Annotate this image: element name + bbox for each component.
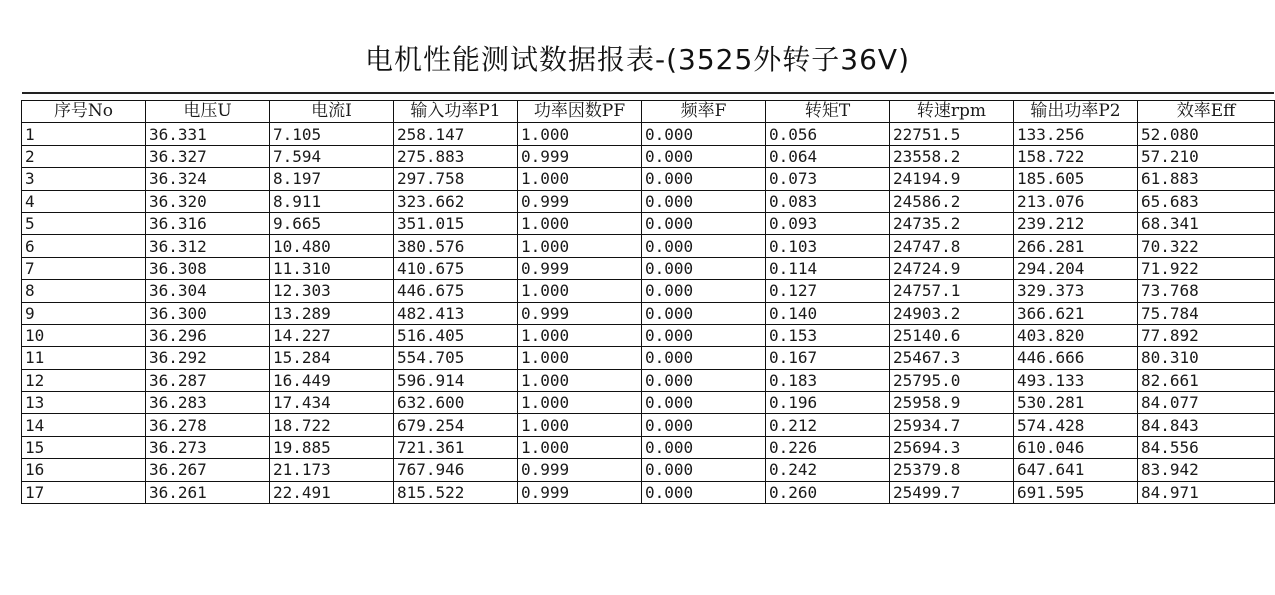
table-cell: 0.999 xyxy=(518,459,642,481)
table-cell: 493.133 xyxy=(1014,369,1138,391)
table-cell: 83.942 xyxy=(1138,459,1275,481)
table-cell: 57.210 xyxy=(1138,145,1275,167)
table-cell: 0.000 xyxy=(642,324,766,346)
table-cell: 0.103 xyxy=(766,235,890,257)
table-cell: 275.883 xyxy=(394,145,518,167)
table-cell: 0.196 xyxy=(766,392,890,414)
table-cell: 24724.9 xyxy=(890,257,1014,279)
table-cell: 25934.7 xyxy=(890,414,1014,436)
table-cell: 351.015 xyxy=(394,212,518,234)
table-cell: 36.324 xyxy=(146,168,270,190)
table-cell: 9 xyxy=(22,302,146,324)
table-cell: 632.600 xyxy=(394,392,518,414)
table-cell: 24735.2 xyxy=(890,212,1014,234)
table-row xyxy=(22,212,1275,234)
column-header: 输入功率P1 xyxy=(394,101,518,123)
table-cell: 0.000 xyxy=(642,212,766,234)
table-row xyxy=(22,168,1275,190)
table-cell: 767.946 xyxy=(394,459,518,481)
table-cell: 10 xyxy=(22,324,146,346)
table-cell: 380.576 xyxy=(394,235,518,257)
table-cell: 7.594 xyxy=(270,145,394,167)
title-rule xyxy=(22,92,1274,94)
table-cell: 5 xyxy=(22,212,146,234)
table-cell: 84.556 xyxy=(1138,436,1275,458)
table-cell: 0.000 xyxy=(642,392,766,414)
table-cell: 36.304 xyxy=(146,280,270,302)
table-cell: 0.114 xyxy=(766,257,890,279)
table-cell: 815.522 xyxy=(394,481,518,503)
table-cell: 13.289 xyxy=(270,302,394,324)
table-cell: 133.256 xyxy=(1014,123,1138,145)
table-cell: 294.204 xyxy=(1014,257,1138,279)
table-cell: 0.000 xyxy=(642,257,766,279)
table-cell: 0.000 xyxy=(642,481,766,503)
data-table xyxy=(21,100,1275,504)
table-cell: 71.922 xyxy=(1138,257,1275,279)
table-cell: 52.080 xyxy=(1138,123,1275,145)
table-cell: 36.287 xyxy=(146,369,270,391)
table-row xyxy=(22,123,1275,145)
table-row xyxy=(22,235,1275,257)
table-cell: 25694.3 xyxy=(890,436,1014,458)
table-cell: 1.000 xyxy=(518,123,642,145)
table-cell: 24757.1 xyxy=(890,280,1014,302)
table-row xyxy=(22,302,1275,324)
table-cell: 36.308 xyxy=(146,257,270,279)
table-cell: 239.212 xyxy=(1014,212,1138,234)
table-cell: 1.000 xyxy=(518,235,642,257)
table-cell: 11 xyxy=(22,347,146,369)
table-cell: 323.662 xyxy=(394,190,518,212)
table-cell: 0.000 xyxy=(642,123,766,145)
table-cell: 4 xyxy=(22,190,146,212)
table-cell: 75.784 xyxy=(1138,302,1275,324)
table-cell: 7.105 xyxy=(270,123,394,145)
table-cell: 185.605 xyxy=(1014,168,1138,190)
table-cell: 36.320 xyxy=(146,190,270,212)
table-cell: 1.000 xyxy=(518,168,642,190)
table-cell: 1.000 xyxy=(518,212,642,234)
table-cell: 22751.5 xyxy=(890,123,1014,145)
table-cell: 24903.2 xyxy=(890,302,1014,324)
table-cell: 24194.9 xyxy=(890,168,1014,190)
column-header: 转矩T xyxy=(766,101,890,123)
table-cell: 61.883 xyxy=(1138,168,1275,190)
table-cell: 0.073 xyxy=(766,168,890,190)
table-cell: 10.480 xyxy=(270,235,394,257)
table-cell: 0.999 xyxy=(518,302,642,324)
table-cell: 15.284 xyxy=(270,347,394,369)
table-cell: 0.167 xyxy=(766,347,890,369)
table-cell: 12 xyxy=(22,369,146,391)
table-cell: 3 xyxy=(22,168,146,190)
table-row xyxy=(22,280,1275,302)
table-row xyxy=(22,459,1275,481)
table-cell: 19.885 xyxy=(270,436,394,458)
table-row xyxy=(22,145,1275,167)
table-cell: 22.491 xyxy=(270,481,394,503)
table-cell: 36.300 xyxy=(146,302,270,324)
table-cell: 679.254 xyxy=(394,414,518,436)
table-cell: 610.046 xyxy=(1014,436,1138,458)
column-header: 电压U xyxy=(146,101,270,123)
column-header: 效率Eff xyxy=(1138,101,1275,123)
table-cell: 446.675 xyxy=(394,280,518,302)
table-cell: 36.331 xyxy=(146,123,270,145)
table-cell: 0.127 xyxy=(766,280,890,302)
table-cell: 17.434 xyxy=(270,392,394,414)
column-header: 电流I xyxy=(270,101,394,123)
table-cell: 1.000 xyxy=(518,414,642,436)
table-header-row xyxy=(22,101,1275,123)
table-cell: 366.621 xyxy=(1014,302,1138,324)
table-cell: 36.296 xyxy=(146,324,270,346)
table-cell: 84.077 xyxy=(1138,392,1275,414)
table-cell: 258.147 xyxy=(394,123,518,145)
table-cell: 17 xyxy=(22,481,146,503)
table-cell: 0.183 xyxy=(766,369,890,391)
table-row xyxy=(22,190,1275,212)
table-cell: 0.000 xyxy=(642,459,766,481)
table-cell: 1.000 xyxy=(518,280,642,302)
table-cell: 25499.7 xyxy=(890,481,1014,503)
column-header: 频率F xyxy=(642,101,766,123)
table-cell: 36.316 xyxy=(146,212,270,234)
table-cell: 14.227 xyxy=(270,324,394,346)
table-cell: 7 xyxy=(22,257,146,279)
column-header: 转速rpm xyxy=(890,101,1014,123)
table-cell: 84.971 xyxy=(1138,481,1275,503)
table-cell: 25467.3 xyxy=(890,347,1014,369)
table-cell: 329.373 xyxy=(1014,280,1138,302)
table-cell: 0.000 xyxy=(642,436,766,458)
table-row xyxy=(22,347,1275,369)
table-cell: 0.000 xyxy=(642,280,766,302)
table-cell: 68.341 xyxy=(1138,212,1275,234)
table-cell: 0.140 xyxy=(766,302,890,324)
table-cell: 25140.6 xyxy=(890,324,1014,346)
table-cell: 0.000 xyxy=(642,168,766,190)
table-cell: 1.000 xyxy=(518,347,642,369)
table-cell: 2 xyxy=(22,145,146,167)
table-row xyxy=(22,369,1275,391)
table-cell: 0.000 xyxy=(642,369,766,391)
table-cell: 410.675 xyxy=(394,257,518,279)
table-cell: 482.413 xyxy=(394,302,518,324)
table-cell: 0.064 xyxy=(766,145,890,167)
table-cell: 213.076 xyxy=(1014,190,1138,212)
table-cell: 0.000 xyxy=(642,235,766,257)
table-cell: 82.661 xyxy=(1138,369,1275,391)
table-cell: 0.999 xyxy=(518,190,642,212)
table-cell: 1.000 xyxy=(518,324,642,346)
table-cell: 36.312 xyxy=(146,235,270,257)
table-cell: 11.310 xyxy=(270,257,394,279)
table-cell: 596.914 xyxy=(394,369,518,391)
table-cell: 403.820 xyxy=(1014,324,1138,346)
table-cell: 8.197 xyxy=(270,168,394,190)
table-cell: 554.705 xyxy=(394,347,518,369)
table-row xyxy=(22,481,1275,503)
table-cell: 25795.0 xyxy=(890,369,1014,391)
table-cell: 1.000 xyxy=(518,369,642,391)
table-cell: 0.000 xyxy=(642,414,766,436)
column-header: 序号No xyxy=(22,101,146,123)
table-cell: 14 xyxy=(22,414,146,436)
table-cell: 36.278 xyxy=(146,414,270,436)
table-cell: 0.153 xyxy=(766,324,890,346)
table-cell: 0.999 xyxy=(518,257,642,279)
table-cell: 16 xyxy=(22,459,146,481)
table-cell: 647.641 xyxy=(1014,459,1138,481)
table-cell: 1.000 xyxy=(518,436,642,458)
table-cell: 15 xyxy=(22,436,146,458)
table-cell: 0.260 xyxy=(766,481,890,503)
table-cell: 18.722 xyxy=(270,414,394,436)
table-cell: 36.267 xyxy=(146,459,270,481)
table-cell: 8.911 xyxy=(270,190,394,212)
table-cell: 0.226 xyxy=(766,436,890,458)
table-cell: 691.595 xyxy=(1014,481,1138,503)
table-cell: 266.281 xyxy=(1014,235,1138,257)
table-cell: 36.273 xyxy=(146,436,270,458)
table-cell: 516.405 xyxy=(394,324,518,346)
table-cell: 721.361 xyxy=(394,436,518,458)
table-cell: 446.666 xyxy=(1014,347,1138,369)
column-header: 功率因数PF xyxy=(518,101,642,123)
table-row xyxy=(22,324,1275,346)
table-cell: 77.892 xyxy=(1138,324,1275,346)
table-cell: 24747.8 xyxy=(890,235,1014,257)
table-cell: 16.449 xyxy=(270,369,394,391)
table-cell: 530.281 xyxy=(1014,392,1138,414)
table-cell: 0.242 xyxy=(766,459,890,481)
table-cell: 0.000 xyxy=(642,302,766,324)
table-cell: 0.056 xyxy=(766,123,890,145)
table-cell: 0.083 xyxy=(766,190,890,212)
table-cell: 0.999 xyxy=(518,481,642,503)
column-header: 输出功率P2 xyxy=(1014,101,1138,123)
table-cell: 0.000 xyxy=(642,347,766,369)
table-cell: 158.722 xyxy=(1014,145,1138,167)
table-row xyxy=(22,257,1275,279)
table-cell: 36.283 xyxy=(146,392,270,414)
table-cell: 23558.2 xyxy=(890,145,1014,167)
table-cell: 9.665 xyxy=(270,212,394,234)
table-cell: 70.322 xyxy=(1138,235,1275,257)
table-cell: 0.093 xyxy=(766,212,890,234)
table-cell: 25958.9 xyxy=(890,392,1014,414)
table-cell: 13 xyxy=(22,392,146,414)
table-cell: 0.999 xyxy=(518,145,642,167)
table-cell: 24586.2 xyxy=(890,190,1014,212)
table-row xyxy=(22,392,1275,414)
table-cell: 1.000 xyxy=(518,392,642,414)
table-cell: 0.000 xyxy=(642,190,766,212)
table-cell: 1 xyxy=(22,123,146,145)
table-cell: 6 xyxy=(22,235,146,257)
table-cell: 36.261 xyxy=(146,481,270,503)
table-cell: 21.173 xyxy=(270,459,394,481)
table-cell: 0.000 xyxy=(642,145,766,167)
table-body xyxy=(22,123,1275,504)
table-row xyxy=(22,414,1275,436)
table-cell: 80.310 xyxy=(1138,347,1275,369)
table-cell: 36.327 xyxy=(146,145,270,167)
table-cell: 297.758 xyxy=(394,168,518,190)
table-cell: 84.843 xyxy=(1138,414,1275,436)
report-title: 电机性能测试数据报表-(3525外转子36V) xyxy=(365,43,910,76)
table-cell: 8 xyxy=(22,280,146,302)
table-cell: 65.683 xyxy=(1138,190,1275,212)
table-cell: 574.428 xyxy=(1014,414,1138,436)
table-cell: 0.212 xyxy=(766,414,890,436)
table-cell: 12.303 xyxy=(270,280,394,302)
table-cell: 73.768 xyxy=(1138,280,1275,302)
table-cell: 36.292 xyxy=(146,347,270,369)
table-row xyxy=(22,436,1275,458)
table-cell: 25379.8 xyxy=(890,459,1014,481)
